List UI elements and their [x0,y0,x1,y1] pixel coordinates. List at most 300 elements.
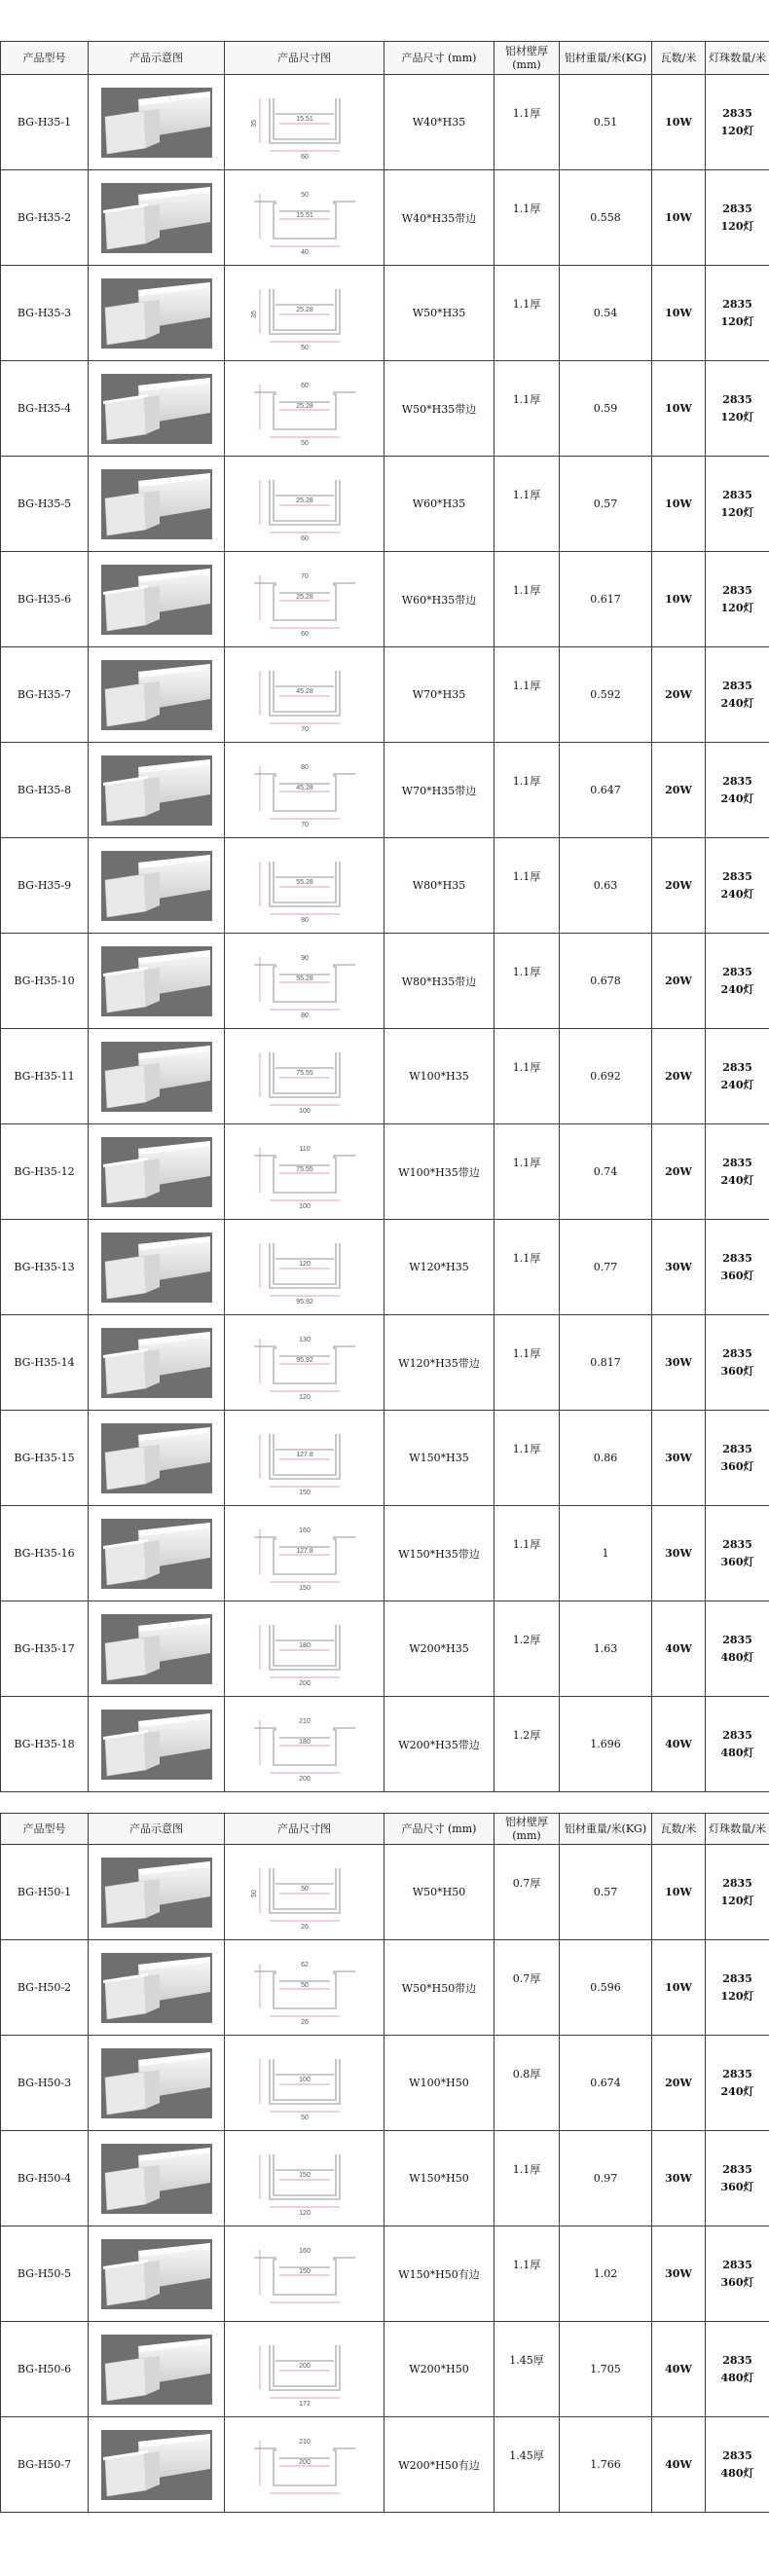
weight-cell: 0.674 [560,2036,652,2131]
watts-cell: 40W [652,1697,706,1792]
dimension-cell [225,2131,384,2226]
model-cell: BG-H35-17 [1,1601,89,1697]
watts-cell: 30W [652,2226,706,2322]
header-image: 产品示意图 [89,42,225,75]
size-cell: W150*H35带边 [384,1506,494,1601]
dimension-drawing [246,1707,363,1783]
size-cell: W150*H35 [384,1411,494,1506]
dimension-drawing [246,753,363,828]
dimension-cell [225,1940,384,2036]
model-cell: BG-H35-6 [1,552,89,647]
table-row [1,1506,769,1601]
watts-cell: 20W [652,838,706,934]
dimension-label: 70 [300,725,309,733]
model-cell: BG-H35-12 [1,1124,89,1220]
watts-cell: 30W [652,1506,706,1601]
dimension-label: 50 [300,1885,309,1893]
header-led: 灯珠数量/米 [706,42,769,75]
thickness-cell [494,838,560,934]
thickness-value: 0.8厚 [512,2067,541,2080]
weight-cell: 1.63 [560,1601,652,1697]
thickness-value: 1.1厚 [512,202,541,215]
header-watts: 瓦数/米 [652,42,706,75]
product-image-cell [89,552,225,647]
thickness-value: 1.1厚 [512,297,541,311]
watts-cell: 30W [652,1220,706,1315]
product-image-cell [89,457,225,552]
model-cell: BG-H35-1 [1,75,89,170]
table-row [1,1601,769,1697]
led-cell: 2835 240灯 [706,934,769,1029]
size-cell: W200*H50有边 [384,2417,494,2513]
dimension-label: 50 [300,191,309,199]
dimension-cell [225,170,384,266]
table-row [1,2036,769,2131]
size-cell: W100*H35带边 [384,1124,494,1220]
product-photo [101,1042,212,1112]
size-cell: W100*H35 [384,1029,494,1124]
dimension-drawing [246,2141,363,2217]
dimension-label: 26 [300,1923,309,1931]
dimension-cell [225,361,384,457]
dimension-label: 160 [298,2247,311,2255]
dimension-drawing [246,1855,363,1931]
led-cell: 2835 120灯 [706,457,769,552]
thickness-cell [494,1124,560,1220]
dimension-drawing [246,2236,363,2312]
table-row [1,1411,769,1506]
model-cell: BG-H35-11 [1,1029,89,1124]
header-weight: 铝材重量/米(KG) [560,1814,652,1845]
thickness-value: 0.7厚 [512,1876,541,1890]
dimension-label: 180 [298,1738,311,1746]
thickness-cell [494,934,560,1029]
size-cell: W100*H50 [384,2036,494,2131]
thickness-value: 1.1厚 [512,1156,541,1169]
thickness-value: 1.1厚 [512,869,541,883]
dimension-cell [225,838,384,934]
dimension-cell [225,457,384,552]
table-row [1,838,769,934]
dimension-cell [225,1845,384,1940]
watts-cell: 20W [652,1029,706,1124]
watts-cell: 20W [652,743,706,838]
spec-table-h35 [0,41,769,1792]
dimension-cell [225,1220,384,1315]
dimension-label: 150 [298,2171,311,2179]
dimension-cell [225,2322,384,2417]
product-image-cell [89,2131,225,2226]
watts-cell: 40W [652,1601,706,1697]
size-cell: W80*H35 [384,838,494,934]
product-photo [101,1710,212,1780]
product-photo [101,1233,212,1303]
dimension-label: 45.28 [295,784,313,791]
size-cell: W200*H50 [384,2322,494,2417]
thickness-cell [494,2322,560,2417]
table-row [1,361,769,457]
watts-cell: 10W [652,170,706,266]
watts-cell: 20W [652,647,706,743]
dimension-cell [225,1697,384,1792]
dimension-cell [225,2036,384,2131]
dimension-label: 120 [298,1393,311,1401]
dimension-label: 80 [300,916,309,924]
thickness-cell [494,1029,560,1124]
thickness-value: 1.1厚 [512,2162,541,2176]
thickness-value: 0.7厚 [512,1971,541,1985]
weight-cell: 0.74 [560,1124,652,1220]
dimension-label: 110 [298,1145,311,1153]
weight-cell: 0.86 [560,1411,652,1506]
dimension-label: 90 [300,954,309,962]
dimension-label: 26 [300,2018,309,2026]
product-photo [101,469,212,539]
led-cell: 2835 120灯 [706,266,769,361]
dimension-drawing [246,657,363,733]
watts-cell: 20W [652,934,706,1029]
thickness-cell [494,552,560,647]
watts-cell: 20W [652,2036,706,2131]
dimension-cell [225,1315,384,1411]
dimension-drawing [246,2332,363,2408]
dimension-cell [225,934,384,1029]
size-cell: W40*H35 [384,75,494,170]
size-cell: W50*H35 [384,266,494,361]
watts-cell: 10W [652,457,706,552]
led-cell: 2835 120灯 [706,1940,769,2036]
table-row [1,1124,769,1220]
watts-cell: 20W [652,1124,706,1220]
dimension-label: 50 [250,1889,258,1897]
dimension-label: 150 [298,2267,311,2275]
dimension-cell [225,1124,384,1220]
led-cell: 2835 240灯 [706,1029,769,1124]
dimension-label: 80 [300,763,309,771]
model-cell: BG-H35-9 [1,838,89,934]
dimension-label: 200 [298,2362,311,2370]
table-row [1,934,769,1029]
product-image-cell [89,2036,225,2131]
dimension-label: 45.28 [295,687,313,695]
dimension-label: 50 [300,439,309,447]
led-cell: 2835 360灯 [706,1411,769,1506]
table-row [1,1697,769,1792]
product-image-cell [89,838,225,934]
dimension-label: 210 [298,1717,311,1725]
thickness-cell [494,170,560,266]
header-dimension-drawing: 产品尺寸图 [225,1814,384,1845]
weight-cell: 0.647 [560,743,652,838]
dimension-drawing [246,2427,363,2503]
thickness-value: 1.1厚 [512,1346,541,1360]
size-cell: W70*H35带边 [384,743,494,838]
product-image-cell [89,1940,225,2036]
product-photo [101,851,212,921]
product-photo [101,278,212,349]
weight-cell: 0.59 [560,361,652,457]
led-cell: 2835 240灯 [706,838,769,934]
thickness-value: 1.1厚 [512,1537,541,1551]
thickness-value: 1.45厚 [509,2353,544,2367]
weight-cell: 0.817 [560,1315,652,1411]
model-cell: BG-H50-5 [1,2226,89,2322]
dimension-label: 150 [298,1489,311,1496]
dimension-label: 75.55 [295,1069,313,1077]
product-photo [101,1858,212,1928]
table-row [1,75,769,170]
dimension-drawing [246,85,363,161]
model-cell: BG-H50-1 [1,1845,89,1940]
dimension-drawing [246,2045,363,2121]
product-photo [101,2144,212,2214]
thickness-cell [494,457,560,552]
header-weight: 铝材重量/米(KG) [560,42,652,75]
product-image-cell [89,1124,225,1220]
watts-cell: 10W [652,552,706,647]
product-photo [101,2239,212,2309]
product-photo [101,374,212,444]
size-cell: W150*H50 [384,2131,494,2226]
dimension-label: 130 [298,1336,311,1343]
thickness-value: 1.2厚 [512,1728,541,1742]
led-cell: 2835 480灯 [706,1697,769,1792]
weight-cell: 0.558 [560,170,652,266]
thickness-value: 1.1厚 [512,774,541,788]
dimension-label: 15.51 [295,211,313,219]
model-cell: BG-H35-7 [1,647,89,743]
watts-cell: 10W [652,1940,706,2036]
watts-cell: 40W [652,2417,706,2513]
product-photo [101,2430,212,2500]
product-image-cell [89,1845,225,1940]
spec-table-h50 [0,1813,769,2513]
thickness-cell [494,266,560,361]
weight-cell: 0.54 [560,266,652,361]
table-row [1,1315,769,1411]
led-cell: 2835 240灯 [706,2036,769,2131]
thickness-value: 1.1厚 [512,1060,541,1074]
dimension-cell [225,743,384,838]
watts-cell: 30W [652,1315,706,1411]
table-row [1,552,769,647]
thickness-value: 1.1厚 [512,392,541,406]
product-image-cell [89,2417,225,2513]
thickness-cell [494,743,560,838]
header-thickness: 铝材壁厚(mm) [494,42,560,75]
product-image-cell [89,361,225,457]
header-watts: 瓦数/米 [652,1814,706,1845]
dimension-label: 55.28 [295,975,313,982]
model-cell: BG-H50-7 [1,2417,89,2513]
size-cell: W40*H35带边 [384,170,494,266]
dimension-label: 35 [250,310,258,318]
weight-cell: 1.02 [560,2226,652,2322]
dimension-drawing [246,1420,363,1496]
dimension-label: 210 [298,2438,311,2446]
dimension-cell [225,266,384,361]
table-row [1,1029,769,1124]
size-cell: W70*H35 [384,647,494,743]
weight-cell: 0.596 [560,1940,652,2036]
dimension-label: 180 [298,1641,311,1649]
dimension-label: 127.8 [295,1451,313,1458]
model-cell: BG-H35-16 [1,1506,89,1601]
watts-cell: 30W [652,2131,706,2226]
thickness-value: 1.1厚 [512,965,541,978]
model-cell: BG-H35-8 [1,743,89,838]
watts-cell: 10W [652,75,706,170]
dimension-label: 172 [298,2400,311,2408]
product-image-cell [89,75,225,170]
dimension-cell [225,647,384,743]
header-model: 产品型号 [1,42,89,75]
dimension-label: 127.8 [295,1547,313,1555]
dimension-label: 25.28 [295,306,313,313]
dimension-label: 55.28 [295,878,313,886]
product-image-cell [89,1411,225,1506]
thickness-cell [494,647,560,743]
size-cell: W60*H35 [384,457,494,552]
dimension-label: 120 [298,1260,311,1268]
led-cell: 2835 120灯 [706,1845,769,1940]
product-image-cell [89,1315,225,1411]
dimension-drawing [246,943,363,1019]
weight-cell: 0.51 [560,75,652,170]
weight-cell: 1.696 [560,1697,652,1792]
thickness-cell [494,1601,560,1697]
model-cell: BG-H35-10 [1,934,89,1029]
dimension-label: 200 [298,1679,311,1687]
header-size: 产品尺寸 (mm) [384,1814,494,1845]
table-header-row [1,1814,769,1845]
header-size: 产品尺寸 (mm) [384,42,494,75]
dimension-label: 60 [300,630,309,638]
led-cell: 2835 360灯 [706,2226,769,2322]
thickness-cell [494,1506,560,1601]
weight-cell: 1.766 [560,2417,652,2513]
led-cell: 2835 360灯 [706,1315,769,1411]
dimension-drawing [246,1039,363,1115]
product-photo [101,1953,212,2023]
product-photo [101,1614,212,1684]
dimension-cell [225,2226,384,2322]
size-cell: W120*H35 [384,1220,494,1315]
dimension-cell [225,552,384,647]
weight-cell: 0.57 [560,1845,652,1940]
product-image-cell [89,934,225,1029]
product-photo [101,565,212,635]
product-photo [101,755,212,826]
table-row [1,1220,769,1315]
dimension-label: 62 [300,1961,309,1969]
dimension-label: 50 [300,344,309,351]
watts-cell: 10W [652,266,706,361]
table-row [1,1940,769,2036]
product-photo [101,1137,212,1207]
size-cell: W60*H35带边 [384,552,494,647]
led-cell: 2835 240灯 [706,1124,769,1220]
weight-cell: 0.592 [560,647,652,743]
thickness-value: 1.1厚 [512,488,541,501]
thickness-cell [494,2417,560,2513]
thickness-value: 1.1厚 [512,106,541,120]
led-cell: 2835 480灯 [706,2417,769,2513]
thickness-value: 1.1厚 [512,1442,541,1455]
table-row [1,2226,769,2322]
product-image-cell [89,1220,225,1315]
size-cell: W50*H35带边 [384,361,494,457]
header-dimension-drawing: 产品尺寸图 [225,42,384,75]
dimension-cell [225,1601,384,1697]
product-image-cell [89,647,225,743]
product-image-cell [89,1697,225,1792]
weight-cell: 0.678 [560,934,652,1029]
product-photo [101,2048,212,2118]
product-photo [101,1423,212,1493]
table-row [1,2417,769,2513]
table-row [1,743,769,838]
product-photo [101,946,212,1016]
dimension-label: 75.55 [295,1165,313,1173]
header-thickness: 铝材壁厚(mm) [494,1814,560,1845]
header-model: 产品型号 [1,1814,89,1845]
watts-cell: 30W [652,1411,706,1506]
dimension-drawing [246,1611,363,1687]
dimension-label: 25.28 [295,593,313,601]
dimension-label: 100 [298,1107,311,1115]
dimension-label: 80 [300,1012,309,1019]
product-photo [101,183,212,253]
dimension-drawing [246,276,363,351]
dimension-label: 100 [298,2076,311,2083]
model-cell: BG-H35-13 [1,1220,89,1315]
size-cell: W200*H35带边 [384,1697,494,1792]
table-row [1,647,769,743]
model-cell: BG-H50-4 [1,2131,89,2226]
product-photo [101,88,212,158]
watts-cell: 10W [652,361,706,457]
size-cell: W120*H35带边 [384,1315,494,1411]
dimension-label: 70 [300,821,309,828]
thickness-cell [494,1411,560,1506]
model-cell: BG-H35-18 [1,1697,89,1792]
product-image-cell [89,1506,225,1601]
product-image-cell [89,2226,225,2322]
dimension-drawing [246,1516,363,1592]
led-cell: 2835 480灯 [706,2322,769,2417]
dimension-label: 25.28 [295,402,313,410]
table-row [1,457,769,552]
dimension-drawing [246,1950,363,2026]
thickness-cell [494,1697,560,1792]
thickness-cell [494,2036,560,2131]
led-cell: 2835 120灯 [706,361,769,457]
thickness-cell [494,1940,560,2036]
product-image-cell [89,170,225,266]
size-cell: W80*H35带边 [384,934,494,1029]
table-row [1,170,769,266]
model-cell: BG-H35-3 [1,266,89,361]
thickness-value: 1.1厚 [512,679,541,692]
dimension-label: 60 [300,534,309,542]
dimension-cell [225,1029,384,1124]
product-image-cell [89,1029,225,1124]
weight-cell: 1.705 [560,2322,652,2417]
weight-cell: 0.97 [560,2131,652,2226]
product-image-cell [89,1601,225,1697]
weight-cell: 0.57 [560,457,652,552]
